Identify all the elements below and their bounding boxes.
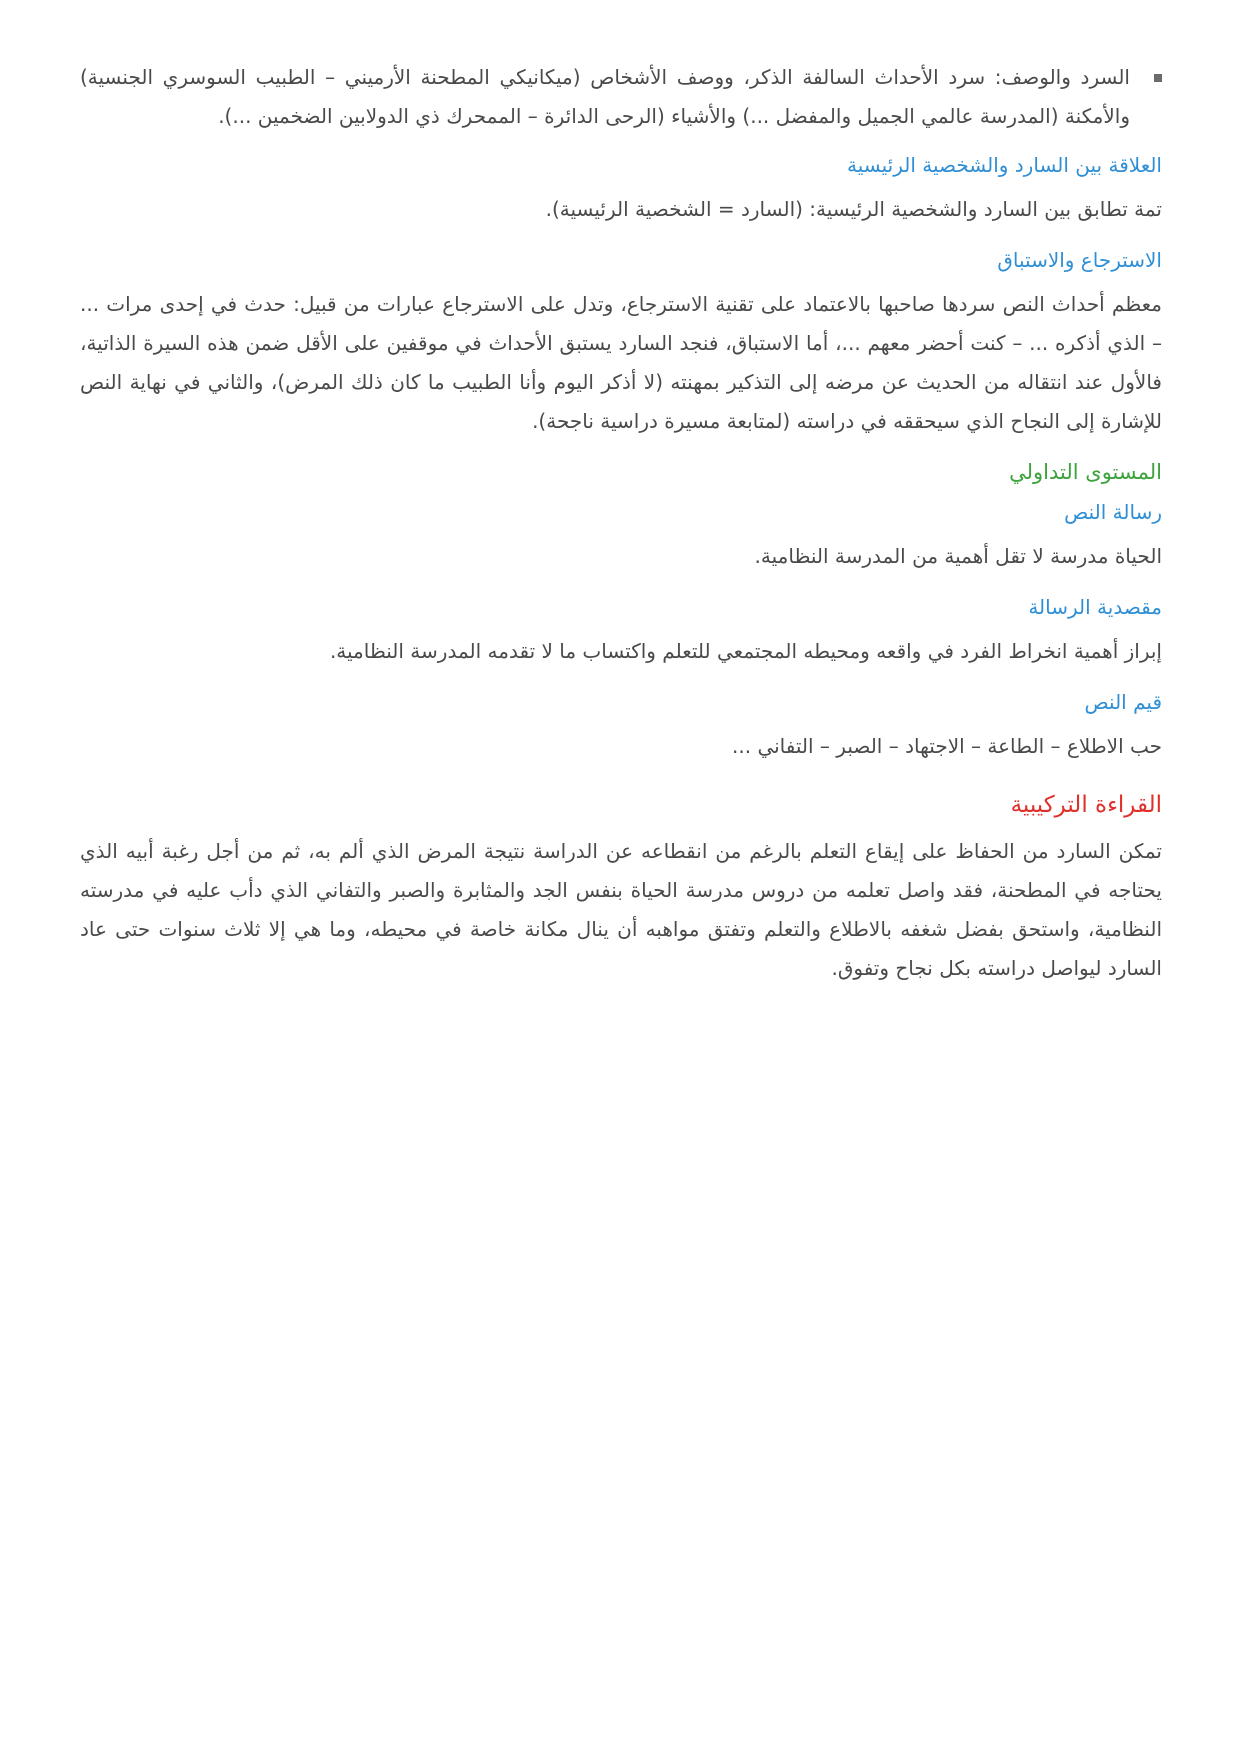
heading-synthesis: القراءة التركيبية [1010, 792, 1162, 818]
heading-relation: العلاقة بين السارد والشخصية الرئيسية [847, 153, 1162, 177]
paragraph-message: الحياة مدرسة لا تقل أهمية من المدرسة النظامية. [754, 544, 1162, 568]
paragraph-flashback: معظم أحداث النص سردها صاحبها بالاعتماد على تقنية الاسترجاع، وتدل على الاسترجاع عبارات من قبيل: حدث في إحدى مرات ... – الذي أذكره ... – كنت أحضر معهم ...، أما الاستباق، فنجد السارد يستبق الأحداث في موقفين على الأقل ضمن هذه السيرة الذاتية، فالأول عند انتقاله من الحديث عن مرضه إلى التذكير بمهنته (لا أذكر اليوم وأنا الطبيب ما كان ذلك المرض)، والثاني في نهاية النص للإشارة إلى النجاح الذي سيحققه في دراسته (لمتابعة مسيرة دراسية ناجحة). [80, 292, 1162, 433]
list-item [80, 58, 1162, 136]
heading-flashback: الاسترجاع والاستباق [997, 248, 1162, 272]
list-item-text: السرد والوصف: سرد الأحداث السالفة الذكر، ووصف الأشخاص (ميكانيكي المطحنة الأرميني – الطبيب السوسري الجنسية) والأمكنة (المدرسة عالمي الجميل والمفضل ...) والأشياء (الرحى الدائرة – الممحرك ذي الدولابين الضخمين ...). [80, 65, 1130, 128]
heading-intent: مقصدية الرسالة [1028, 595, 1162, 619]
square-bullet-icon [1154, 74, 1162, 82]
document-page [80, 58, 1162, 988]
heading-values: قيم النص [1084, 690, 1162, 714]
paragraph-values: حب الاطلاع – الطاعة – الاجتهاد – الصبر – التفاني ... [732, 734, 1162, 758]
heading-pragmatic-level: المستوى التداولي [1009, 460, 1162, 484]
heading-message: رسالة النص [1064, 500, 1162, 524]
paragraph-synthesis: تمكن السارد من الحفاظ على إيقاع التعلم بالرغم من انقطاعه عن الدراسة نتيجة المرض الذي ألم به، ثم من أجل رغبة أبيه الذي يحتاجه في المطحنة، فقد واصل تعلمه من دروس مدرسة الحياة بنفس الجد والمثابرة والصبر والتفاني الذي دأب عليه في مدرسته النظامية، واستحق بفضل شغفه بالاطلاع والتعلم وتفتق مواهبه أن ينال مكانة خاصة في محيطه، وما هي إلا ثلاث سنوات حتى عاد السارد ليواصل دراسته بكل نجاح وتفوق. [80, 839, 1162, 980]
paragraph-intent: إبراز أهمية انخراط الفرد في واقعه ومحيطه المجتمعي للتعلم واكتساب ما لا تقدمه المدرسة النظامية. [329, 639, 1162, 663]
paragraph-relation: تمة تطابق بين السارد والشخصية الرئيسية: (السارد = الشخصية الرئيسية). [545, 197, 1162, 221]
